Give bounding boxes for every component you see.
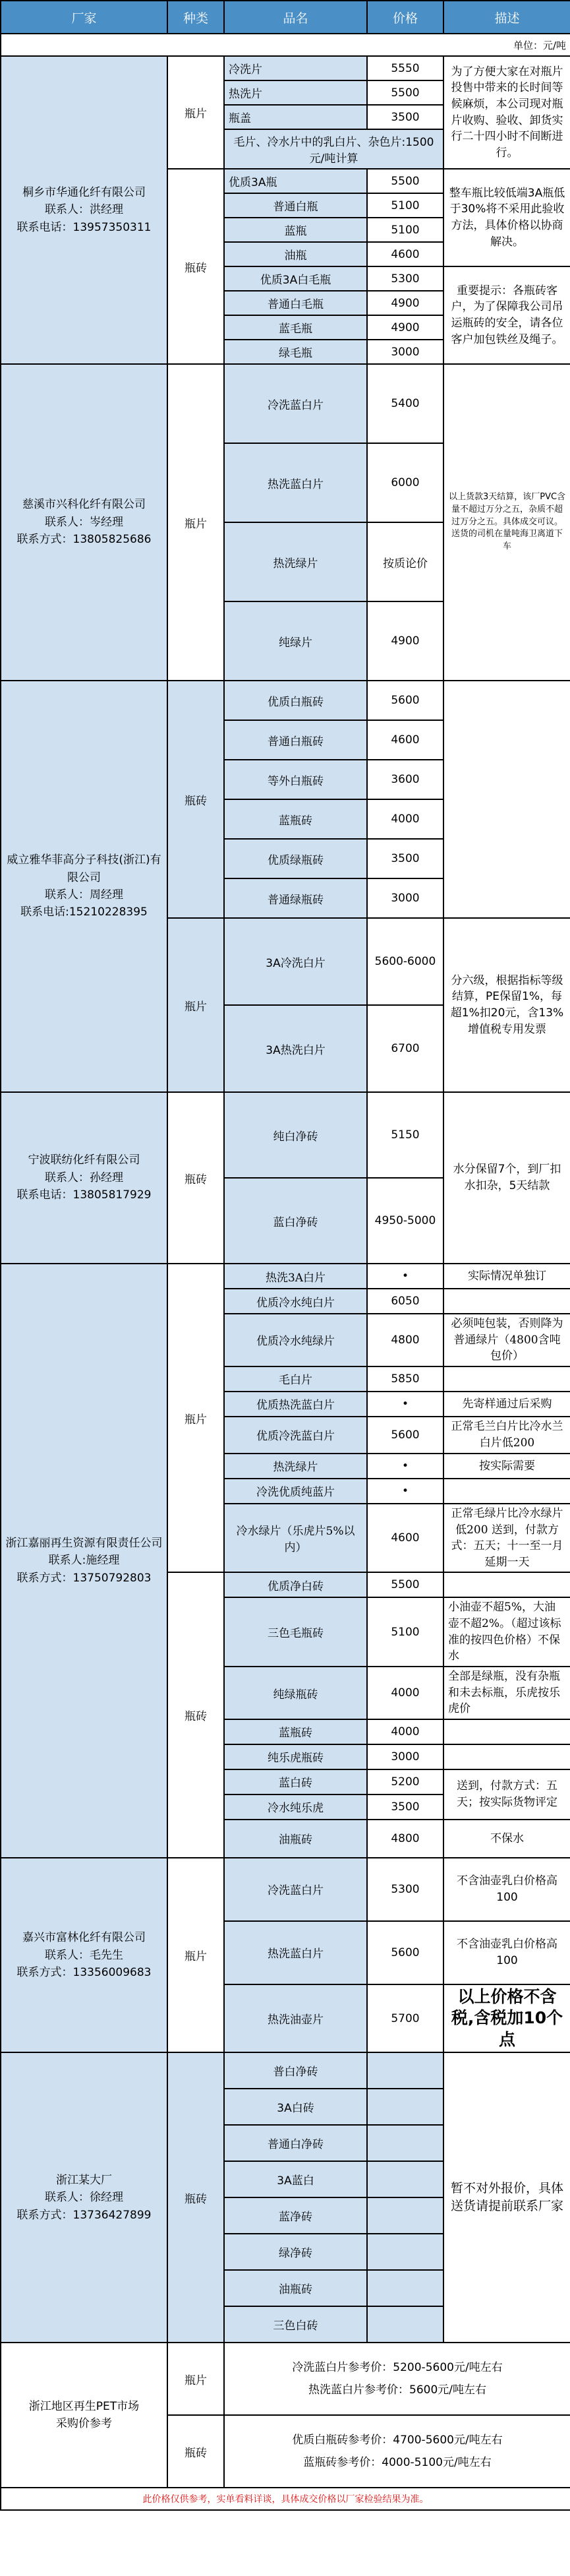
company-cell: [1, 1092, 167, 1264]
price-value: 4950-5000: [367, 1178, 443, 1264]
product-name: 纯绿瓶砖: [224, 1667, 367, 1719]
company-cell: [1, 364, 167, 681]
product-name: 纯绿片: [224, 601, 367, 681]
price-value: •: [367, 1264, 443, 1289]
product-name: 三色毛瓶砖: [224, 1597, 367, 1667]
company-phone: 联系方式：13736427899: [16, 2208, 152, 2222]
company-contact: 联系人：岑经理: [45, 515, 123, 529]
price-value: 5100: [367, 1597, 443, 1667]
product-name: 瓶盖: [224, 105, 367, 129]
product-name: 优质净白砖: [224, 1572, 367, 1597]
price-value: 3500: [367, 105, 443, 129]
company-name: 宁波联纺化纤有限公司: [28, 1153, 140, 1167]
price-value: 5150: [367, 1092, 443, 1178]
product-name: 热洗油壶片: [224, 1984, 367, 2053]
product-name: 蓝瓶砖: [224, 799, 367, 839]
header-price: 价格: [367, 1, 443, 34]
company-name: 浙江某大厂: [56, 2173, 112, 2187]
company-contact: 采购价参考: [56, 2417, 112, 2431]
price-value: [367, 2197, 443, 2234]
description-cell: 全部是绿瓶，没有杂瓶和未去标瓶，乐虎按乐虎价: [443, 1667, 570, 1719]
company-name: 桐乡市华通化纤有限公司: [22, 185, 146, 199]
price-value: 5550: [367, 56, 443, 80]
price-value: 3000: [367, 1744, 443, 1769]
description-cell: 小油壶不超5%，大油壶不超2%。（超过该标准的按四色价格）不保水: [443, 1597, 570, 1667]
price-value: [367, 2052, 443, 2089]
price-value: 3600: [367, 760, 443, 799]
price-value: 5300: [367, 266, 443, 291]
description-cell: 以上价格不含税,含税加10个点: [443, 1984, 570, 2053]
description-cell: 正常毛兰白片比冷水兰白片低200: [443, 1417, 570, 1454]
product-name: 热洗片: [224, 80, 367, 105]
price-value: 5100: [367, 218, 443, 242]
product-name: 油瓶砖: [224, 1820, 367, 1858]
product-name: 普白净砖: [224, 2052, 367, 2089]
product-name: 三色白砖: [224, 2306, 367, 2343]
footnote: 此价格仅供参考，实单看料详谈，具体成交价格以厂家检验结果为准。: [1, 2488, 570, 2510]
product-name: 等外白瓶砖: [224, 760, 367, 799]
price-value: 4900: [367, 315, 443, 340]
unit-label: 单位：元/吨: [1, 34, 570, 56]
product-name: 热洗蓝白片: [224, 1921, 367, 1984]
price-value: 5600-6000: [367, 918, 443, 1005]
product-name: 冷洗片: [224, 56, 367, 80]
category-cell: 瓶片: [167, 918, 224, 1092]
product-name: 优质绿瓶砖: [224, 839, 367, 878]
price-value: 6700: [367, 1005, 443, 1092]
description-cell: 水分保留7个，到厂扣水扣杂，5天结款: [443, 1092, 570, 1264]
reference-cell: [224, 2343, 570, 2415]
company-cell: [1, 1264, 167, 1858]
description-cell: 按实际需要: [443, 1454, 570, 1479]
price-value: 4000: [367, 1667, 443, 1719]
description-cell: [443, 1719, 570, 1744]
price-value: 4900: [367, 291, 443, 315]
category-cell: 瓶片: [167, 56, 224, 169]
product-name: 蓝瓶: [224, 218, 367, 242]
product-name: 蓝毛瓶: [224, 315, 367, 340]
product-name: 蓝白砖: [224, 1769, 367, 1794]
company-name: 威立雅华菲高分子科技(浙江)有限公司: [7, 853, 161, 884]
product-name: 普通白瓶: [224, 193, 367, 218]
header-description: 描述: [443, 1, 570, 34]
price-value: 3500: [367, 839, 443, 878]
company-name: 浙江地区再生PET市场: [28, 2400, 140, 2414]
category-cell: 瓶砖: [167, 169, 224, 364]
product-name: 蓝白净砖: [224, 1178, 367, 1264]
company-phone: 联系电话：13957350311: [16, 220, 152, 234]
reference-line: 热洗蓝白片参考价：5600元/吨左右: [308, 2383, 486, 2397]
price-value: 3000: [367, 878, 443, 918]
product-name: 冷水绿片（乐虎片5%以内）: [224, 1504, 367, 1573]
header-row: [1, 1, 570, 34]
company-phone: 联系方式：13805825686: [16, 533, 152, 547]
category-cell: 瓶片: [167, 364, 224, 681]
company-cell: [1, 56, 167, 364]
product-name: 冷洗蓝白片: [224, 364, 367, 443]
price-value: 5500: [367, 80, 443, 105]
product-name: 3A白砖: [224, 2089, 367, 2125]
company-name: 浙江嘉丽再生资源有限责任公司: [5, 1536, 163, 1550]
company-cell: [1, 2052, 167, 2343]
product-name: 3A冷洗白片: [224, 918, 367, 1005]
company-cell: [1, 681, 167, 1092]
product-name: 纯乐虎瓶砖: [224, 1744, 367, 1769]
company-contact: 联系人：周经理: [45, 888, 123, 902]
product-name: 热洗绿片: [224, 522, 367, 601]
company-contact: 联系人：孙经理: [45, 1171, 123, 1184]
price-value: 5600: [367, 681, 443, 720]
price-value: 3000: [367, 340, 443, 364]
company-phone: 联系方式：13750792803: [16, 1571, 152, 1585]
product-name: 绿净砖: [224, 2234, 367, 2270]
price-value: •: [367, 1454, 443, 1479]
price-value: [367, 2125, 443, 2161]
description-cell: 不含油壶乳白价格高100: [443, 1858, 570, 1921]
product-name: 优质白瓶砖: [224, 681, 367, 720]
product-name: 毛白片: [224, 1366, 367, 1392]
price-value: 4000: [367, 1719, 443, 1744]
product-name: 油瓶砖: [224, 2270, 367, 2306]
company-name: 慈溪市兴科化纤有限公司: [22, 498, 146, 512]
product-name: 普通白毛瓶: [224, 291, 367, 315]
price-value: [367, 2161, 443, 2197]
price-value: 4600: [367, 242, 443, 266]
product-name: 优质冷洗蓝白片: [224, 1417, 367, 1454]
product-name: 优质3A白毛瓶: [224, 266, 367, 291]
price-value: 3500: [367, 1794, 443, 1820]
price-value: 4600: [367, 1504, 443, 1573]
price-value: 5300: [367, 1858, 443, 1921]
description-cell: [443, 1744, 570, 1769]
description-cell: 必须吨包装，否则降为普通绿片（4800含吨包价）: [443, 1314, 570, 1366]
reference-line: 冷洗蓝白片参考价：5200-5600元/吨左右: [292, 2361, 503, 2375]
price-value: 4800: [367, 1314, 443, 1366]
company-contact: 联系人：徐经理: [45, 2191, 123, 2205]
company-phone: 联系方式：13356009683: [16, 1965, 152, 1979]
price-value: 5200: [367, 1769, 443, 1794]
description-cell: 不含油壶乳白价格高100: [443, 1921, 570, 1984]
price-value: 4600: [367, 720, 443, 760]
description-cell: 先寄样通过后采购: [443, 1392, 570, 1417]
product-name: 蓝净砖: [224, 2197, 367, 2234]
company-cell: [1, 1858, 167, 2053]
price-value: 5500: [367, 1572, 443, 1597]
product-name: 冷洗蓝白片: [224, 1858, 367, 1921]
product-name: 油瓶: [224, 242, 367, 266]
price-value: •: [367, 1479, 443, 1504]
product-name: 普通白净砖: [224, 2125, 367, 2161]
company-phone: 联系电话：13805817929: [16, 1188, 152, 1202]
price-value: [367, 2234, 443, 2270]
price-value: 6000: [367, 443, 443, 522]
description-cell: 整车瓶比较低端3A瓶低于30%将不采用此验收方法，具体价格以协商解决。: [443, 169, 570, 266]
description-cell: [443, 1572, 570, 1597]
company-contact: 联系人：毛先生: [45, 1948, 123, 1962]
description-cell: [443, 1366, 570, 1392]
product-name: 绿毛瓶: [224, 340, 367, 364]
product-name: 热洗3A白片: [224, 1264, 367, 1289]
price-value: 4000: [367, 799, 443, 839]
product-name: 3A蓝白: [224, 2161, 367, 2197]
product-name: 普通白瓶砖: [224, 720, 367, 760]
description-cell: 实际情况单独订: [443, 1264, 570, 1289]
product-name: 热洗蓝白片: [224, 443, 367, 522]
description-cell: 重要提示：各瓶砖客户，为了保障我公司吊运瓶砖的安全，请各位客户加包铁丝及绳子。: [443, 266, 570, 364]
description-cell: 暂不对外报价，具体送货请提前联系厂家: [443, 2052, 570, 2343]
category-cell: 瓶砖: [167, 2052, 224, 2343]
product-name: 纯白净砖: [224, 1092, 367, 1178]
company-contact: 联系人:施经理: [48, 1554, 120, 1568]
price-value: 5850: [367, 1366, 443, 1392]
price-value: 按质论价: [367, 522, 443, 601]
description-cell: 送到，付款方式：五天；按实际货物评定: [443, 1769, 570, 1820]
description-cell: 为了方便大家在对瓶片投售中带来的长时间等候麻烦，本公司现对瓶片收购、验收、卸货实行二十四小时不间断进行。: [443, 56, 570, 169]
price-value: [367, 2306, 443, 2343]
price-value: 5600: [367, 1921, 443, 1984]
description-cell: [443, 1479, 570, 1504]
price-value: 6050: [367, 1289, 443, 1314]
product-name: 优质热洗蓝白片: [224, 1392, 367, 1417]
price-value: 4900: [367, 601, 443, 681]
price-value: 5600: [367, 1417, 443, 1454]
category-cell: 瓶砖: [167, 2415, 224, 2488]
description-cell: [443, 681, 570, 918]
price-value: [367, 2270, 443, 2306]
reference-line: 优质白瓶砖参考价：4700-5600元/吨左右: [292, 2434, 503, 2447]
company-cell: [1, 2343, 167, 2488]
company-contact: 联系人：洪经理: [45, 203, 123, 217]
product-name: 毛片、冷水片中的乳白片、杂色片:1500元/吨计算: [224, 129, 443, 169]
header-category: 种类: [167, 1, 224, 34]
price-value: 5500: [367, 169, 443, 193]
product-name: 冷水纯乐虎: [224, 1794, 367, 1820]
product-name: 蓝瓶砖: [224, 1719, 367, 1744]
product-name: 优质冷水纯绿片: [224, 1314, 367, 1366]
description-cell: 分六级，根据指标等级结算，PE保留1%，每超1%扣20元，含13%增值税专用发票: [443, 918, 570, 1092]
price-value: 5700: [367, 1984, 443, 2053]
company-name: 嘉兴市富林化纤有限公司: [22, 1931, 146, 1945]
category-cell: 瓶砖: [167, 681, 224, 918]
category-cell: 瓶砖: [167, 1092, 224, 1264]
product-name: 普通绿瓶砖: [224, 878, 367, 918]
product-name: 热洗绿片: [224, 1454, 367, 1479]
reference-cell: [224, 2415, 570, 2488]
product-name: 3A热洗白片: [224, 1005, 367, 1092]
price-value: 5100: [367, 193, 443, 218]
category-cell: 瓶片: [167, 1858, 224, 2053]
product-name: 冷洗优质纯蓝片: [224, 1479, 367, 1504]
product-name: 优质3A瓶: [224, 169, 367, 193]
company-phone: 联系电话:15210228395: [20, 905, 148, 919]
header-product: 品名: [224, 1, 367, 34]
price-value: •: [367, 1392, 443, 1417]
price-value: [367, 2089, 443, 2125]
description-cell: 不保水: [443, 1820, 570, 1858]
header-company: 厂家: [1, 1, 167, 34]
description-cell: 以上货款3天结算，该厂PVC含量不超过万分之五，杂质不超过万分之五。具体成交可议。送货的司机在量吨海卫离道下车: [443, 364, 570, 681]
price-value: 4800: [367, 1820, 443, 1858]
category-cell: 瓶砖: [167, 1572, 224, 1857]
reference-line: 蓝瓶砖参考价：4000-5100元/吨左右: [303, 2456, 492, 2470]
price-value: 5400: [367, 364, 443, 443]
product-name: 优质冷水纯白片: [224, 1289, 367, 1314]
category-cell: 瓶片: [167, 2343, 224, 2415]
description-cell: 正常毛绿片比冷水绿片低200 送到，付款方式：五天；十一至一月延期一天: [443, 1504, 570, 1573]
description-cell: [443, 1289, 570, 1314]
category-cell: 瓶片: [167, 1264, 224, 1572]
